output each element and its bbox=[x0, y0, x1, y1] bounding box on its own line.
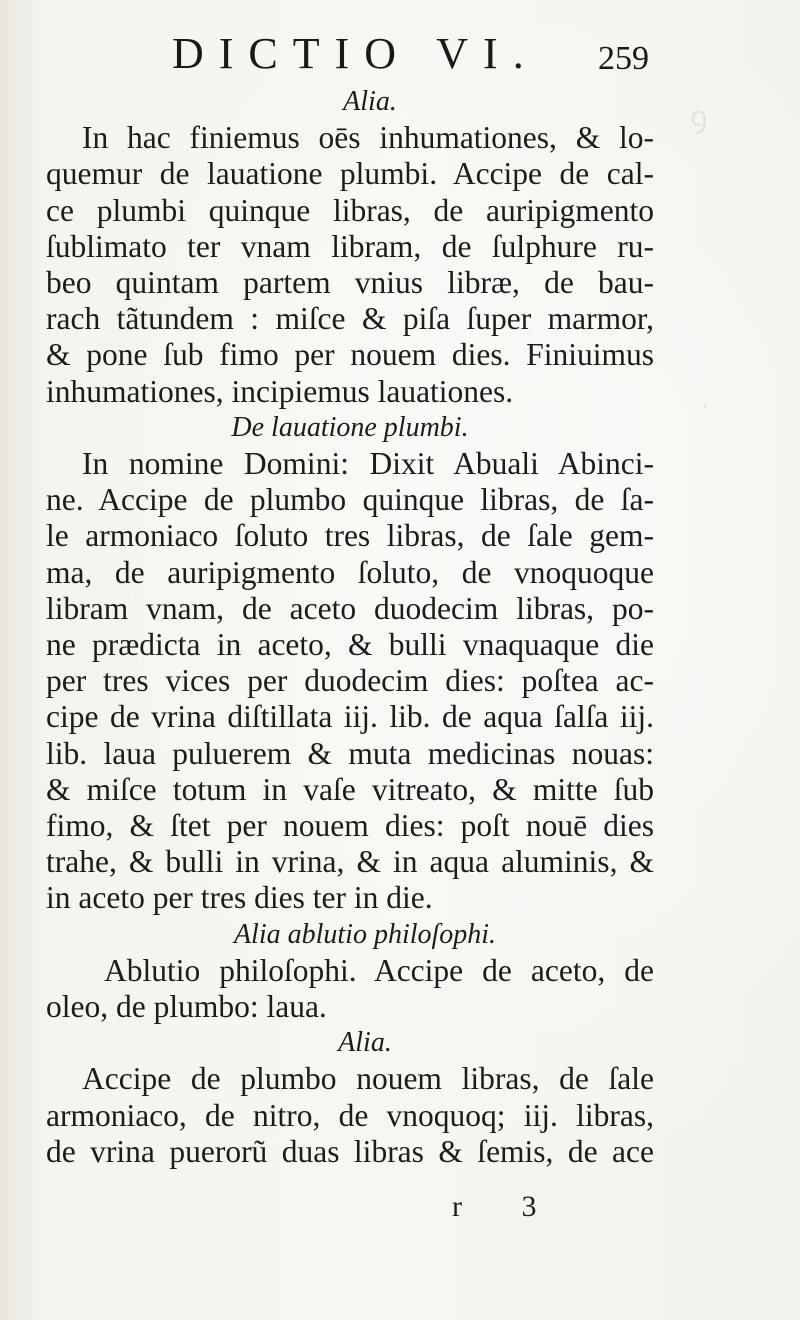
page-header bbox=[0, 28, 800, 88]
page-footer bbox=[0, 1190, 800, 1230]
text-line: oleo, de plumbo: laua. bbox=[46, 989, 327, 1025]
text-line: & pone ſub fimo per nouem dies. Finiuimus bbox=[46, 337, 654, 373]
text-line: armoniaco, de nitro, de vnoquoq; iij. libras, bbox=[46, 1097, 654, 1133]
ghost-glyphs: ꝯ bbox=[690, 101, 708, 134]
text-line: Ablutio philoſophi. Accipe de aceto, de bbox=[104, 952, 654, 988]
text-line: inhumationes, incipiemus lauationes. bbox=[46, 373, 514, 409]
running-title: DICTIO VI. bbox=[172, 29, 539, 78]
text-line: le armoniaco ſoluto tres libras, de ſale gem- bbox=[46, 518, 654, 554]
text-line: lib. laua puluerem & muta medicinas nouas: bbox=[46, 735, 654, 771]
text-line: libram vnam, de aceto duodecim libras, po- bbox=[46, 590, 654, 626]
text-line: cipe de vrina diſtillata iij. lib. de aqua ſalſa iij. bbox=[46, 699, 654, 735]
section-heading: Alia ablutio philoſophi. bbox=[233, 918, 497, 950]
section-heading: Alia. bbox=[338, 1027, 392, 1059]
text-line: Accipe de plumbo nouem libras, de ſale bbox=[82, 1061, 654, 1097]
text-block bbox=[46, 84, 654, 1170]
text-line: In hac finiemus oēs inhumationes, & lo- bbox=[82, 120, 654, 156]
text-line: beo quintam partem vnius libræ, de bau- bbox=[46, 265, 654, 301]
text-line: ſublimato ter vnam libram, de ſulphure ru- bbox=[46, 228, 654, 264]
text-line: in aceto per tres dies ter in die. bbox=[46, 880, 433, 916]
section-heading: De lauatione plumbi. bbox=[231, 411, 469, 443]
text-line: fimo, & ſtet per nouem dies: poſt nouē dies bbox=[46, 808, 654, 844]
text-line: In nomine Domini: Dixit Abuali Abinci- bbox=[82, 446, 654, 482]
ghost-glyphs: · bbox=[700, 390, 710, 423]
text-line: & miſce totum in vaſe vitreato, & mitte ſub bbox=[46, 771, 654, 807]
text-line: trahe, & bulli in vrina, & in aqua aluminis, & bbox=[46, 844, 654, 880]
text-line: ne prædicta in aceto, & bulli vnaquaque die bbox=[46, 627, 654, 663]
text-line: rach tãtundem : miſce & piſa ſuper marmor, bbox=[46, 301, 654, 337]
text-line: ma, de auripigmento ſoluto, de vnoquoque bbox=[46, 554, 654, 590]
signature-mark: r 3 bbox=[452, 1190, 563, 1223]
text-line: ne. Accipe de plumbo quinque libras, de ſa- bbox=[46, 482, 654, 518]
text-line: de vrina puerorũ duas libras & ſemis, de ace bbox=[46, 1133, 654, 1169]
page-number: 259 bbox=[598, 40, 649, 77]
text-line: ce plumbi quinque libras, de auripigmento bbox=[46, 192, 654, 228]
text-line: per tres vices per duodecim dies: poſtea ac- bbox=[46, 663, 654, 699]
section-heading: Alia. bbox=[343, 86, 397, 117]
text-line: quemur de lauatione plumbi. Accipe de cal- bbox=[46, 156, 654, 192]
